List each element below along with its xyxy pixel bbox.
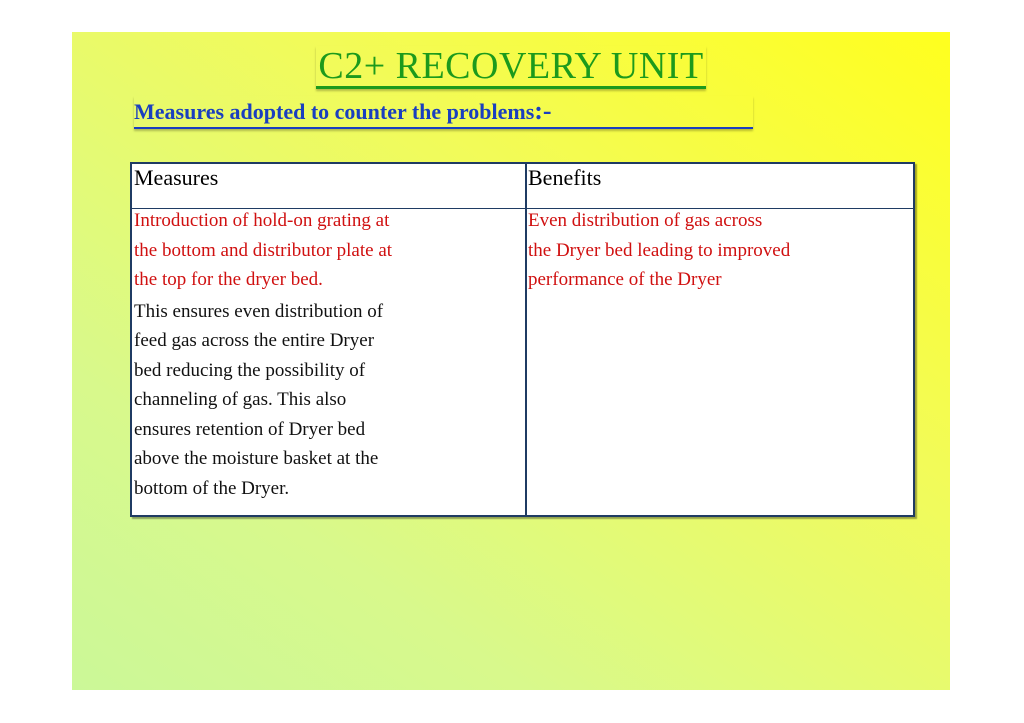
measures-explanation-text (134, 297, 522, 504)
measures-line: bottom of the Dryer. (134, 477, 290, 499)
measures-line: ensures retention of Dryer bed (134, 418, 366, 440)
subtitle-text: Measures adopted to counter the problems (134, 99, 535, 124)
measures-benefits-table (130, 162, 915, 517)
slide-title (72, 44, 950, 89)
measures-line: the top for the dryer bed. (134, 269, 323, 290)
benefits-line: the Dryer bed leading to improved (528, 239, 791, 261)
measures-line: the bottom and distributor plate at (134, 239, 393, 261)
header-benefits: Benefits (528, 165, 602, 190)
measures-line: above the moisture basket at the (134, 448, 379, 469)
measures-cell (134, 206, 522, 503)
measures-line: Introduction of hold-on grating at (134, 210, 390, 231)
slide-subtitle (134, 96, 753, 129)
benefits-line: Even distribution of gas across (528, 210, 763, 231)
subtitle-colon: :- (534, 96, 552, 125)
measures-line: This ensures even distribution of (134, 300, 384, 322)
slide (72, 32, 950, 690)
measures-highlight-text (134, 206, 522, 295)
benefits-cell (528, 206, 908, 295)
measures-line: feed gas across the entire Dryer (134, 330, 375, 351)
slide-title-text: C2+ RECOVERY UNIT (318, 45, 704, 87)
measures-line: channeling of gas. This also (134, 389, 347, 410)
header-measures: Measures (134, 165, 219, 190)
benefits-line: performance of the Dryer (528, 269, 722, 290)
column-divider (525, 164, 527, 515)
measures-line: bed reducing the possibility of (134, 359, 366, 381)
